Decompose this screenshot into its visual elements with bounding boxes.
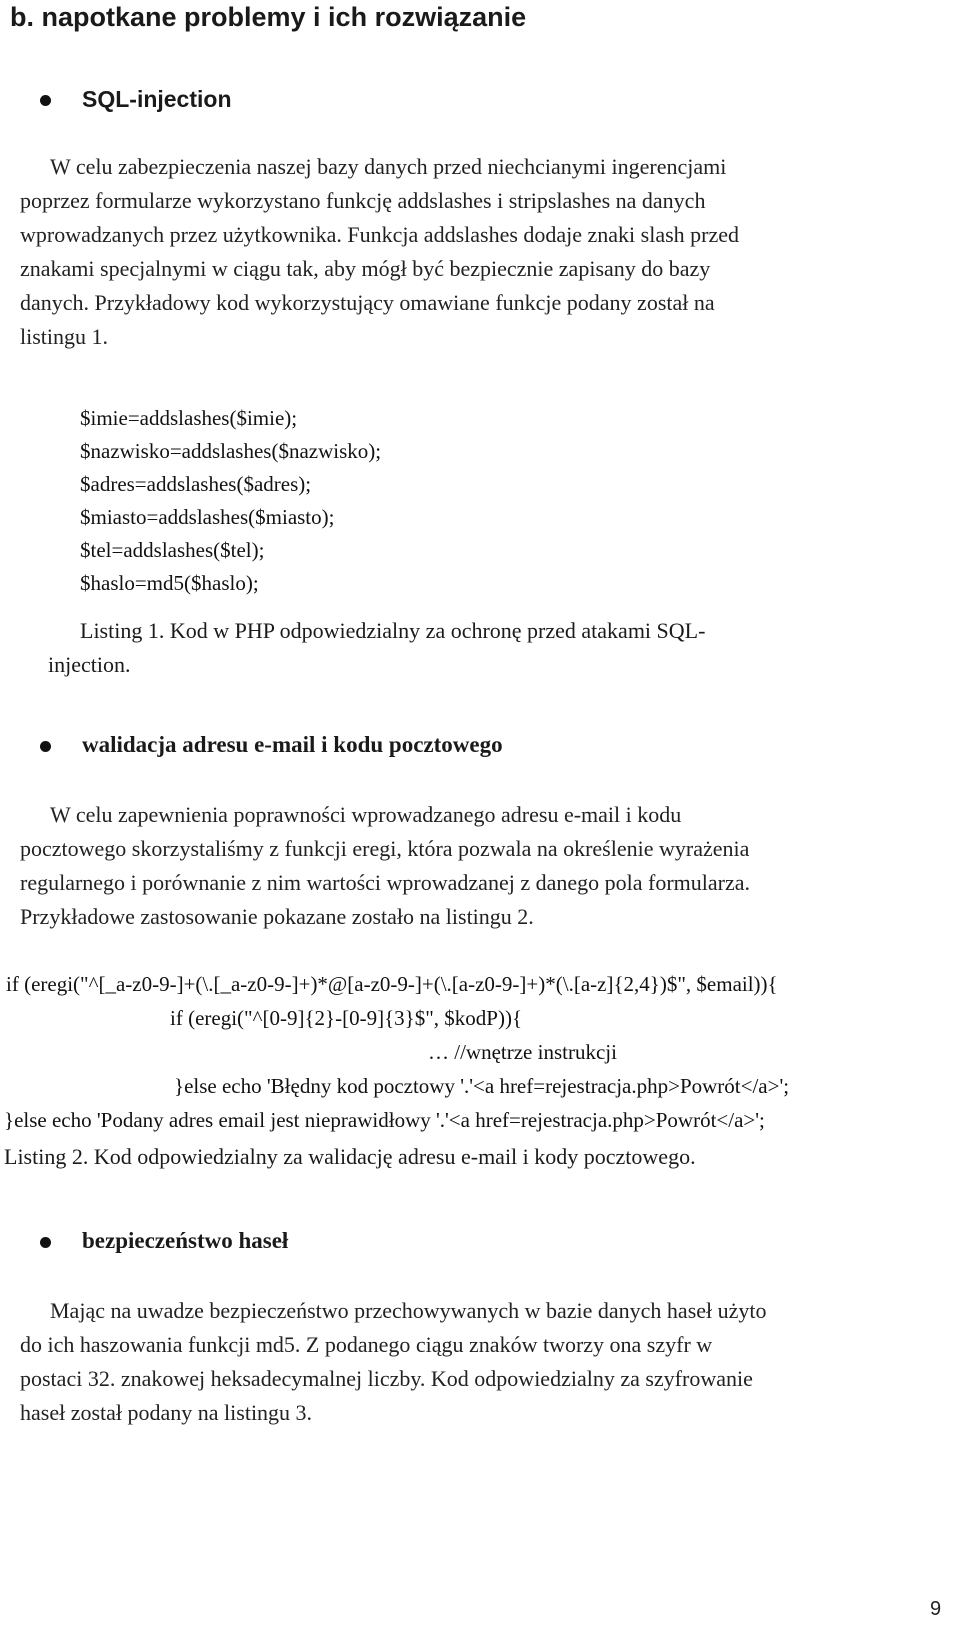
section-heading: b. napotkane problemy i ich rozwiązanie [10,2,527,32]
code-line: }else echo 'Błędny kod pocztowy '.'<a href=rejestracja.php>Powrót</a>'; [174,1074,790,1098]
paragraph-line: znakami specjalnymi w ciągu tak, aby mógł być bezpiecznie zapisany do bazy [20,256,711,281]
code-line: … //wnętrze instrukcji [428,1040,617,1064]
sql-injection-paragraph [20,150,739,354]
bullet-title: SQL-injection [82,86,232,112]
code-line: $miasto=addslashes($miasto); [80,505,335,529]
paragraph-line: Mając na uwadze bezpieczeństwo przechowywanych w bazie danych haseł użyto [50,1298,767,1323]
code-line: $nazwisko=addslashes($nazwisko); [80,439,382,463]
code-line: $imie=addslashes($imie); [80,406,298,430]
code-line: if (eregi("^[0-9]{2}-[0-9]{3}$", $kodP)){ [170,1006,523,1030]
paragraph-line: haseł został podany na listingu 3. [20,1400,313,1425]
bullet-dot-icon [40,1237,51,1248]
caption-line: injection. [48,652,131,677]
paragraph-line: Przykładowe zastosowanie pokazane zostało na listingu 2. [20,904,534,929]
paragraph-line: danych. Przykładowy kod wykorzystujący omawiane funkcje podany został na [20,290,715,315]
paragraph-line: W celu zapewnienia poprawności wprowadzanego adresu e-mail i kodu [50,802,682,827]
paragraph-line: listingu 1. [20,324,109,349]
paragraph-line: postaci 32. znakowej heksadecymalnej liczby. Kod odpowiedzialny za szyfrowanie [20,1366,753,1391]
paragraph-line: pocztowego skorzystaliśmy z funkcji eregi, która pozwala na określenie wyrażenia [20,836,750,861]
bullet-title: walidacja adresu e-mail i kodu pocztowego [82,732,503,757]
paragraph-line: W celu zabezpieczenia naszej bazy danych przed niechcianymi ingerencjami [50,154,727,179]
email-validation-paragraph [20,798,750,934]
paragraph-line: poprzez formularze wykorzystano funkcję addslashes i stripslashes na danych [20,188,706,213]
bullet-title: bezpieczeństwo haseł [82,1228,289,1253]
page-number: 9 [930,1598,942,1620]
listing-2-caption: Listing 2. Kod odpowiedzialny za walidację adresu e-mail i kody pocztowego. [4,1144,696,1169]
paragraph-line: do ich haszowania funkcji md5. Z podanego ciągu znaków tworzy ona szyfr w [20,1332,713,1357]
code-line: $adres=addslashes($adres); [80,472,312,496]
listing-1-caption [48,614,705,682]
code-line: }else echo 'Podany adres email jest nieprawidłowy '.'<a href=rejestracja.php>Powrót</a>'; [4,1108,765,1132]
code-line: if (eregi("^[_a-z0-9-]+(\.[_a-z0-9-]+)*@[a-z0-9-]+(\.[a-z0-9-]+)*(\.[a-z]{2,4})$", $email)){ [6,972,778,996]
listing-1-code [80,402,381,600]
bullet-dot-icon [40,741,51,752]
paragraph-line: regularnego i porównanie z nim wartości wprowadzanej z danego pola formularza. [20,870,750,895]
bullet-dot-icon [40,95,51,106]
code-line: $haslo=md5($haslo); [80,571,259,595]
code-line: $tel=addslashes($tel); [80,538,265,562]
caption-line: Listing 1. Kod w PHP odpowiedzialny za ochronę przed atakami SQL- [80,618,706,643]
paragraph-line: wprowadzanych przez użytkownika. Funkcja addslashes dodaje znaki slash przed [20,222,740,247]
password-security-paragraph [20,1294,767,1430]
